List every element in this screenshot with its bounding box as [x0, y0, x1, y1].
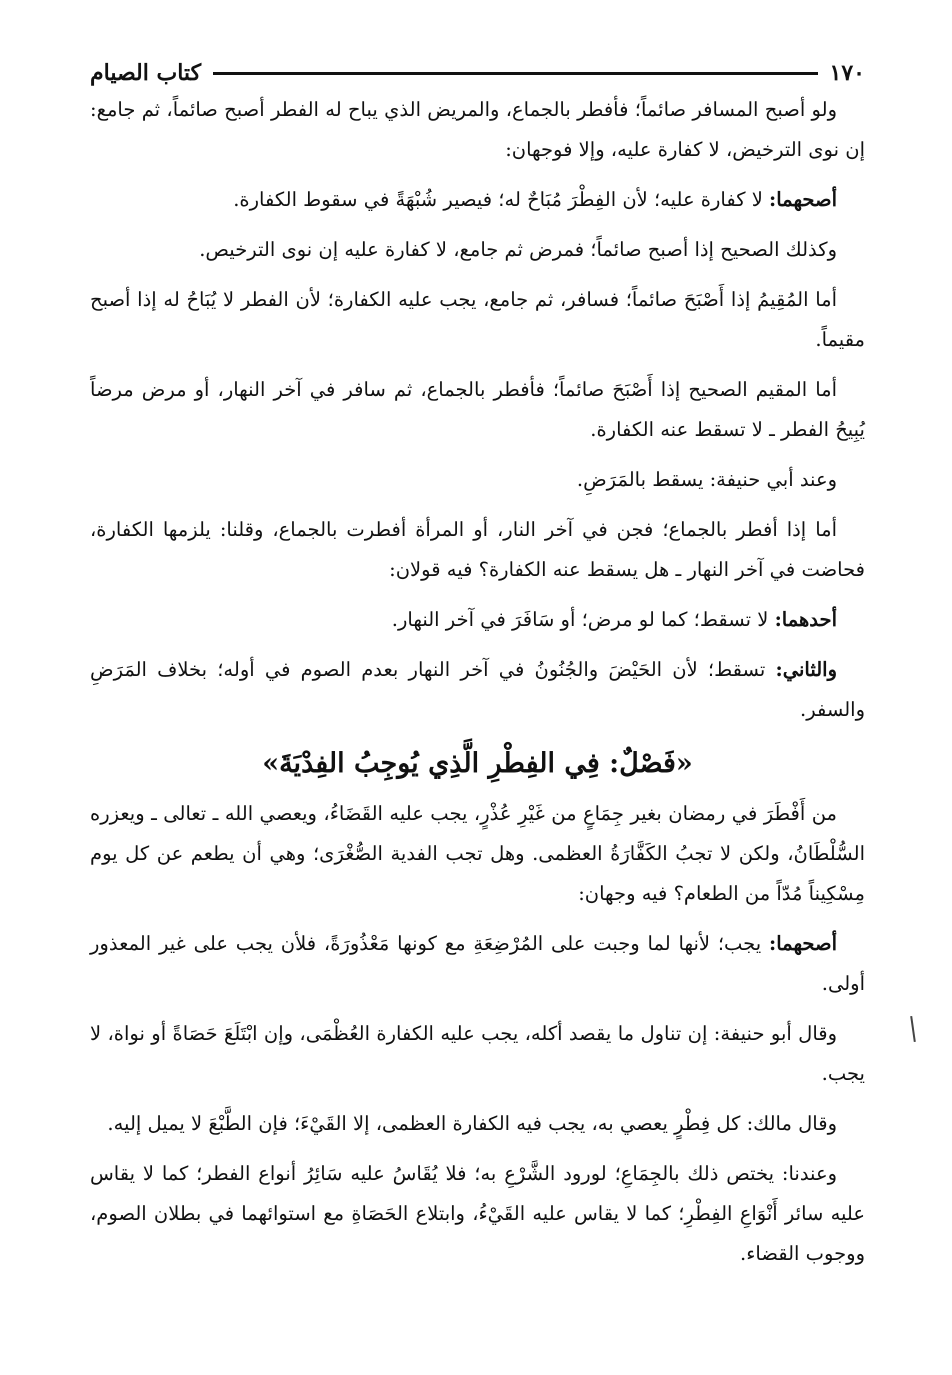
paragraph: وعندنا: يختص ذلك بالجِمَاعِ؛ لورود الشَّرْعِ به؛ فلا يُقَاسُ عليه سَائِرُ أنواع الفطر؛ كما لا يقاس عليه سائر أَنْوَاعِ الفِطْرِ؛ كما لا يقاس عليه القَيْءُ، وابتلاع الحَصَاةِ مع استوائهما في بطلان الصوم، ووجوب القضاء.: [90, 1162, 865, 1265]
page-number: ١٧٠: [829, 60, 865, 86]
header-rule: [213, 72, 818, 75]
paragraph: أما إذا أفطر بالجماع؛ فجن في آخر النار، أو المرأة أفطرت بالجماع، وقلنا: يلزمها الكفارة، فحاضت في آخر النهار ـ هل يسقط عنه الكفارة؟ فيه قولان:: [90, 518, 865, 581]
paragraph: من أَفْطَرَ في رمضان بغير جِمَاعٍ من غَيْرِ عُذْرٍ، يجب عليه القَضَاءُ، ويعصي الله ـ تعالى ـ ويعزره السُّلْطَانُ، ولكن لا تجبُ الكَفَّارَةُ العظمى. وهل تجب الفدية الصُّغْرَى؛ وهي أن يطعم عن كل يوم مِسْكِيناً مُدّاً من الطعام؟ فيه وجهان:: [90, 802, 865, 905]
paragraph: أما المقيم الصحيح إذا أَصْبَحَ صائماً؛ فأفطر بالجماع، ثم سافر في آخر النهار، أو مرض مرضاً يُبِيحُ الفطر ـ لا تسقط عنه الكفارة.: [90, 378, 865, 441]
paragraph: أصحهما: يجب؛ لأنها لما وجبت على المُرْضِعَةِ مع كونها مَعْذُورَةً، فلأن يجب على غير المعذور أولى.: [90, 932, 865, 995]
paragraph: وعند أبي حنيفة: يسقط بالمَرَضِ.: [576, 468, 837, 491]
page-header: [90, 56, 865, 90]
book-page: [90, 56, 865, 1284]
paragraph: وقال أبو حنيفة: إن تناول ما يقصد أكله، يجب عليه الكفارة العُظْمَى، وإن ابْتَلَعَ حَصَاةً أو نواة، لا يجب.: [90, 1022, 865, 1085]
paragraph: وقال مالك: كل فِطْرٍ يعصي به، يجب فيه الكفارة العظمى، إلا القَيْءَ؛ فإن الطَّبْعَ لا يميل إليه.: [107, 1112, 837, 1135]
paragraph: أحدهما: لا تسقط؛ كما لو مرض؛ أو سَافَرَ في آخر النهار.: [391, 608, 837, 631]
section-title: «فَصْلٌ: فِي الفِطْرِ الَّذِي يُوجِبُ الفِدْيَةَ»: [262, 748, 693, 779]
paragraph: ولو أصبح المسافر صائماً؛ فأفطر بالجماع، والمريض الذي يباح له الفطر أصبح صائماً، ثم جامع: إن نوى الترخيض، لا كفارة عليه، وإلا فوجهان:: [90, 98, 865, 161]
paragraph: أصحهما: لا كفارة عليه؛ لأن الفِطْرَ مُبَاحٌ له؛ فيصير شُبْهَةً في سقوط الكفارة.: [233, 188, 837, 211]
book-title: كتاب الصيام: [90, 60, 202, 86]
paragraph: والثاني: تسقط؛ لأن الحَيْضَ والجُنُونُ في آخر النهار بعدم الصوم في أوله؛ بخلاف المَرَضِ والسفر.: [90, 658, 865, 721]
margin-mark: [910, 1016, 916, 1042]
paragraph: وكذلك الصحيح إذا أصبح صائماً؛ فمرض ثم جامع، لا كفارة عليه إن نوى الترخيص.: [199, 238, 837, 261]
paragraph: أما المُقِيمُ إذا أَصْبَحَ صائماً؛ فسافر، ثم جامع، يجب عليه الكفارة؛ لأن الفطر لا يُبَاحُ له إذا أصبح مقيماً.: [90, 288, 865, 351]
